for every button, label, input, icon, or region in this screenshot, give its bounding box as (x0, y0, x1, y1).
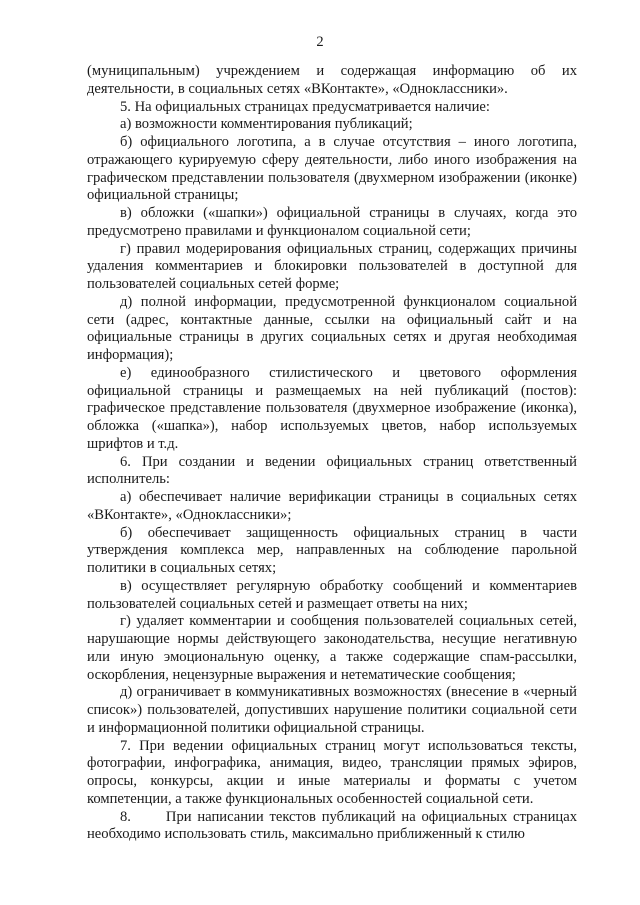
clause-5-g: г) правил модерирования официальных страниц, содержащих причины удаления комментариев и блокировки пользователей в доступной для пользователей социальных сетей форме; (87, 240, 577, 292)
clause-5-e: е) единообразного стилистического и цветового оформления официальной страницы и размещаемых на ней публикаций (постов): графическое представление пользователя (двухмерное изображение (иконка), обложка («шапка»), набор используемых цветов, набор используемых шрифтов и т.д. (87, 364, 577, 452)
clause-5-b: б) официального логотипа, а в случае отсутствия – иного логотипа, отражающего курируемую сферу деятельности, либо иного изображения на графическом представлении пользователя (двухмерном изображении (иконке) официальной страницы; (87, 134, 577, 204)
clause-5-d: д) полной информации, предусмотренной функционалом социальной сети (адрес, контактные данные, ссылки на официальный сайт и на официальные страницы в других социальных сетях и другая необходимая информация); (87, 293, 577, 363)
clause-6-a: а) обеспечивает наличие верификации страницы в социальных сетях «ВКонтакте», «Одноклассники»; (87, 489, 577, 523)
clause-5: 5. На официальных страницах предусматривается наличие: (120, 98, 490, 115)
clause-8: 8. При написании текстов публикаций на официальных страницах необходимо использовать стиль, максимально приближенный к стилю (87, 808, 577, 843)
document-body (87, 63, 577, 844)
clause-7: 7. При ведении официальных страниц могут использоваться тексты, фотографии, инфографика, анимация, видео, трансляции прямых эфиров, опросы, конкурсы, акции и иные материалы и форматы с учетом компетенции, а также функциональных особенностей социальной сети. (87, 737, 577, 807)
clause-6-v: в) осуществляет регулярную обработку сообщений и комментариев пользователей социальных сетей и размещает ответы на них; (87, 577, 577, 612)
clause-6: 6. При создании и ведении официальных страниц ответственный исполнитель: (87, 453, 577, 488)
clause-6-g: г) удаляет комментарии и сообщения пользователей социальных сетей, нарушающие нормы действующего законодательства, несущие негативную или иную эмоциональную оценку, а также содержащие спам-рассылки, оскорбления, нецензурные выражения и нетематические сообщения; (87, 613, 577, 683)
paragraph-continuation: (муниципальным) учреждением и содержащая информацию об их деятельности, в социальных сетях «ВКонтакте», «Одноклассники». (87, 63, 577, 97)
page-number: 2 (316, 34, 324, 50)
clause-5-v: в) обложки («шапки») официальной страницы в случаях, когда это предусмотрено правилами и функционалом социальной сети; (87, 205, 577, 239)
clause-5-a: а) возможности комментирования публикаций; (120, 116, 413, 133)
clause-6-b: б) обеспечивает защищенность официальных страниц в части утверждения комплекса мер, направленных на соблюдение парольной политики в социальных сетях; (87, 524, 577, 576)
clause-6-d: д) ограничивает в коммуникативных возможностях (внесение в «черный список») пользователей, допустивших нарушение политики социальной сети и информационной политики официальной страницы. (87, 684, 577, 736)
